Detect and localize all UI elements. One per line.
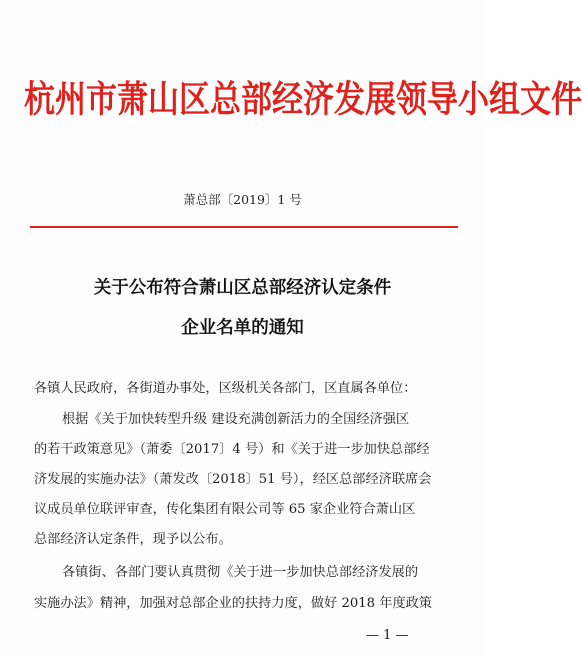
notice-title-line-1: 关于公布符合萧山区总部经济认定条件	[93, 278, 392, 298]
paragraph-1-line-1: 根据《关于加快转型升级 建设充满创新活力的全国经济强区	[62, 412, 410, 427]
notice-title-line-2: 企业名单的通知	[181, 318, 304, 338]
document-number: 萧总部〔2019〕1 号	[183, 192, 302, 207]
paragraph-1-line-3: 济发展的实施办法》（萧发改〔2018〕51 号），经区总部经济联席会	[34, 472, 432, 487]
document-header-title: 杭州市萧山区总部经济发展领导小组文件	[24, 78, 582, 121]
salutation-line: 各镇人民政府，各街道办事处，区级机关各部门，区直属各单位：	[34, 381, 417, 396]
paragraph-2-line-1: 各镇街、各部门要认真贯彻《关于进一步加快总部经济发展的	[62, 565, 419, 580]
paragraph-1-line-4: 议成员单位联评审查，传化集团有限公司等 65 家企业符合萧山区	[34, 502, 416, 517]
paragraph-1-line-2: 的若干政策意见》（萧委〔2017〕4 号）和《关于进一步加快总部经	[34, 442, 430, 457]
paragraph-1-line-5: 总部经济认定条件，现予以公布。	[34, 532, 232, 547]
red-separator-rule	[30, 226, 458, 228]
page-number: — 1 —	[366, 628, 409, 643]
paragraph-2-line-2: 实施办法》精神，加强对总部企业的扶持力度，做好 2018 年度政策	[34, 596, 433, 611]
